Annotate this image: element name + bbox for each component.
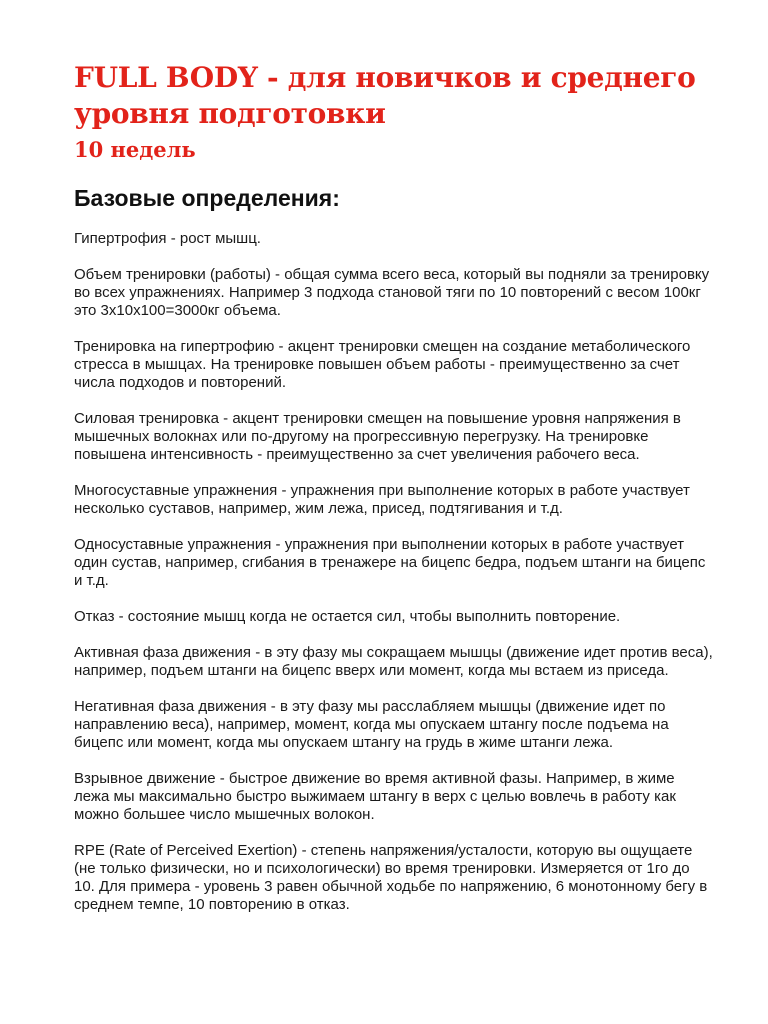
- paragraph: Гипертрофия - рост мышц.: [74, 230, 261, 247]
- definitions-body: [74, 230, 714, 914]
- section-heading: Базовые определения:: [74, 185, 340, 211]
- document-title: FULL BODY - для новичков и среднего уровня подготовки: [74, 61, 696, 130]
- paragraph: RPE (Rate of Perceived Exertion) - степень напряжения/усталости, которую вы ощущаете (не только физически, но и психологически) во время тренировки. Измеряется от 1го до 10. Для примера - уровень 3 равен обычной ходьбе по напряжению, 6 монотонному бегу в среднем темпе, 10 повторению в отказ.: [74, 842, 708, 913]
- paragraph: Силовая тренировка - акцент тренировки смещен на повышение уровня напряжения в мышечных волокнах или по-другому на прогрессивную перегрузку. На тренировке повышена интенсивность - преимущественно за счет увеличения рабочего веса.: [74, 410, 681, 463]
- paragraph: Активная фаза движения - в эту фазу мы сокращаем мышцы (движение идет против веса), например, подъем штанги на бицепс вверх или момент, когда мы встаем из приседа.: [74, 644, 713, 679]
- paragraph: Многосуставные упражнения - упражнения при выполнение которых в работе участвует несколько суставов, например, жим лежа, присед, подтягивания и т.д.: [74, 482, 690, 517]
- document-page: [74, 60, 714, 932]
- paragraph: Тренировка на гипертрофию - акцент тренировки смещен на создание метаболического стресса в мышцах. На тренировке повышен объем работы - преимущественно за счет числа подходов и повторений.: [74, 338, 691, 391]
- paragraph: Объем тренировки (работы) - общая сумма всего веса, который вы подняли за тренировку во всех упражнениях. Например 3 подхода становой тяги по 10 повторений с весом 100кг это 3х10х100=3000кг объема.: [74, 266, 710, 319]
- paragraph: Отказ - состояние мышц когда не остается сил, чтобы выполнить повторение.: [74, 608, 621, 625]
- paragraph: Взрывное движение - быстрое движение во время активной фазы. Например, в жиме лежа мы максимально быстро выжимаем штангу в верх с целью вовлечь в работу как можно большее число мышечных волокон.: [74, 770, 676, 823]
- paragraph: Негативная фаза движения - в эту фазу мы расслабляем мышцы (движение идет по направлению веса), например, момент, когда мы опускаем штангу после подъема на бицепс или момент, когда мы опускаем штангу на грудь в жиме штанги лежа.: [74, 698, 669, 751]
- paragraph: Односуставные упражнения - упражнения при выполнении которых в работе участвует один сустав, например, сгибания в тренажере на бицепс бедра, подъем штанги на бицепс и т.д.: [74, 536, 706, 589]
- document-subtitle: 10 недель: [74, 137, 196, 162]
